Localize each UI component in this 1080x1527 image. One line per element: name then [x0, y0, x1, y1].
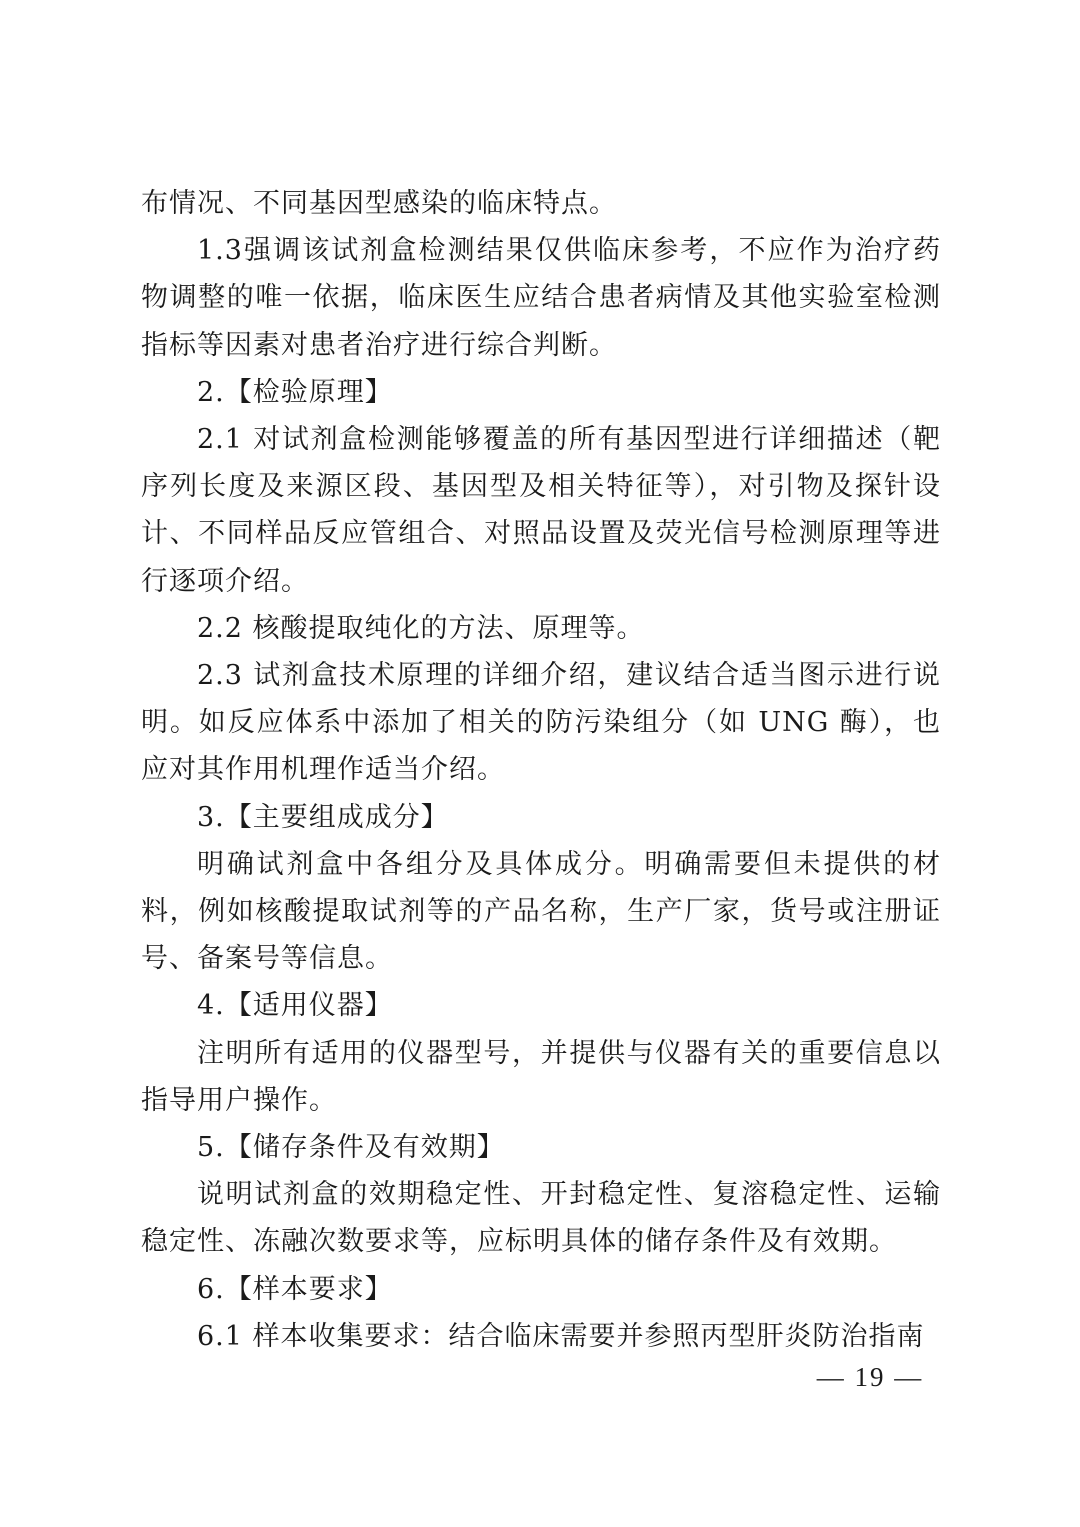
paragraph-1-3-result-reference: 1.3强调该试剂盒检测结果仅供临床参考，不应作为治疗药物调整的唯一依据，临床医生应结合患者病情及其他实验室检测指标等因素对患者治疗进行综合判断。: [141, 235, 941, 361]
paragraph-storage-detail: 说明试剂盒的效期稳定性、开封稳定性、复溶稳定性、运输稳定性、冻融次数要求等，应标明具体的储存条件及有效期。: [141, 1179, 941, 1258]
paragraph-instruments-detail: 注明所有适用的仪器型号，并提供与仪器有关的重要信息以指导用户操作。: [141, 1037, 941, 1116]
paragraph-2-3-technical-principle: 2.3 试剂盒技术原理的详细介绍，建议结合适当图示进行说明。如反应体系中添加了相关的防污染组分（如 UNG 酶），也应对其作用机理作适当介绍。: [141, 660, 941, 786]
heading-storage-and-shelf-life: 5.【储存条件及有效期】: [197, 1132, 505, 1164]
heading-sample-requirements: 6.【样本要求】: [197, 1273, 393, 1305]
document-body: [141, 180, 941, 1360]
heading-main-components: 3.【主要组成成分】: [197, 801, 449, 833]
paragraph-2-2-nucleic-acid-extraction: 2.2 核酸提取纯化的方法、原理等。: [197, 612, 645, 644]
paragraph-2-1-genotype-description: 2.1 对试剂盒检测能够覆盖的所有基因型进行详细描述（靶序列长度及来源区段、基因型及相关特征等），对引物及探针设计、不同样品反应管组合、对照品设置及荧光信号检测原理等进行逐项介绍。: [141, 424, 941, 597]
paragraph-6-1-sample-collection: 6.1 样本收集要求：结合临床需要并参照丙型肝炎防治指南: [197, 1320, 925, 1352]
heading-detection-principle: 2.【检验原理】: [197, 376, 393, 408]
paragraph-genotype-distribution: 布情况、不同基因型感染的临床特点。: [141, 188, 617, 219]
paragraph-components-detail: 明确试剂盒中各组分及具体成分。明确需要但未提供的材料，例如核酸提取试剂等的产品名称，生产厂家，货号或注册证号、备案号等信息。: [141, 848, 941, 975]
page-number: — 19 —: [816, 1362, 924, 1392]
heading-applicable-instruments: 4.【适用仪器】: [197, 990, 393, 1022]
